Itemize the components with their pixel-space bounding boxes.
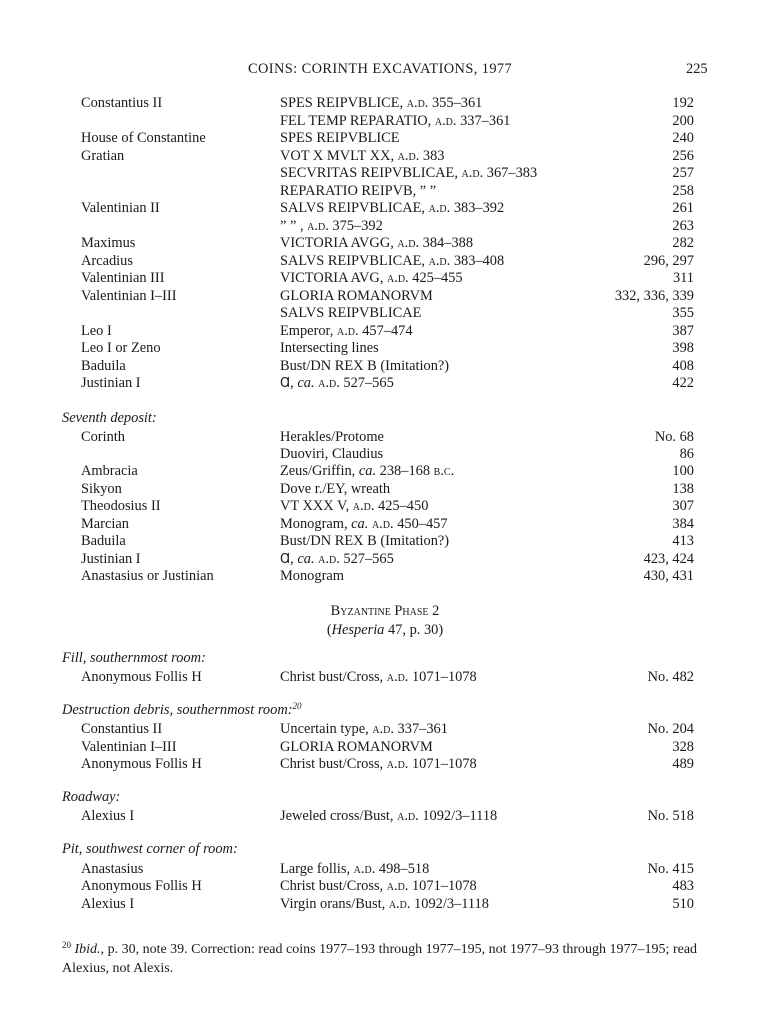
ruler-cell: Justinian I xyxy=(81,375,141,391)
ruler-cell: Anastasius or Justinian xyxy=(81,568,214,584)
ruler-cell: Leo I or Zeno xyxy=(81,340,161,356)
catalogue-number-cell: 328 xyxy=(672,739,694,755)
coin-type-cell: VOT X MVLT XX, a.d. 383 xyxy=(280,148,445,164)
table-row xyxy=(0,253,770,271)
ruler-cell: Anastasius xyxy=(81,861,144,877)
section-heading-pit: Pit, southwest corner of room: xyxy=(62,841,238,857)
table-row xyxy=(0,429,770,447)
catalogue-number-cell: 311 xyxy=(672,270,694,286)
coin-type-cell: GLORIA ROMANORVM xyxy=(280,288,433,304)
catalogue-number-cell: 483 xyxy=(672,878,694,894)
catalogue-number-cell: 332, 336, 339 xyxy=(614,288,694,304)
coin-type-cell: VT XXX V, a.d. 425–450 xyxy=(280,498,429,514)
ruler-cell: Sikyon xyxy=(81,481,122,497)
table-row xyxy=(0,463,770,481)
coin-type-cell: SALVS REIPVBLICAE, a.d. 383–392 xyxy=(280,200,505,216)
table-row xyxy=(0,130,770,148)
coin-type-cell: VICTORIA AVG, a.d. 425–455 xyxy=(280,270,463,286)
section-heading-roadway: Roadway: xyxy=(62,789,121,805)
ruler-cell: Anonymous Follis H xyxy=(81,878,202,894)
ruler-cell: Justinian I xyxy=(81,551,141,567)
coin-type-cell: Christ bust/Cross, a.d. 1071–1078 xyxy=(280,878,477,894)
section-heading-seventh: Seventh deposit: xyxy=(62,410,157,426)
ruler-cell: Alexius I xyxy=(81,896,135,912)
section-heading-destruction xyxy=(62,701,302,719)
table-row xyxy=(0,739,770,757)
ruler-cell: Valentinian III xyxy=(81,270,165,286)
ruler-cell: Maximus xyxy=(81,235,136,251)
coin-type-cell: Jeweled cross/Bust, a.d. 1092/3–1118 xyxy=(280,808,498,824)
table-row xyxy=(0,148,770,166)
ruler-cell: Gratian xyxy=(81,148,125,164)
coin-type-cell: FEL TEMP REPARATIO, a.d. 337–361 xyxy=(280,113,511,129)
footnote-ref: 20 xyxy=(292,701,302,711)
footnote xyxy=(62,936,712,978)
catalogue-number-cell: 256 xyxy=(672,148,694,164)
coin-type-cell: Duoviri, Claudius xyxy=(280,446,384,462)
coin-type-cell: Dove r./EY, wreath xyxy=(280,481,391,497)
table-row xyxy=(0,516,770,534)
footnote-marker: 20 xyxy=(62,940,71,950)
table-row xyxy=(0,358,770,376)
table-row xyxy=(0,669,770,687)
table-row xyxy=(0,165,770,183)
table-row xyxy=(0,323,770,341)
ruler-cell: Constantius II xyxy=(81,721,163,737)
coin-type-cell: ” ” , a.d. 375–392 xyxy=(280,218,383,234)
ruler-cell: Baduila xyxy=(81,358,126,374)
ruler-cell: Alexius I xyxy=(81,808,135,824)
coin-type-cell: Monogram, ca. a.d. 450–457 xyxy=(280,516,448,532)
table-row xyxy=(0,551,770,569)
catalogue-number-cell: No. 204 xyxy=(647,721,694,737)
catalogue-number-cell: 489 xyxy=(672,756,694,772)
ruler-cell: Marcian xyxy=(81,516,129,532)
table-row xyxy=(0,896,770,914)
coin-type-cell: Large follis, a.d. 498–518 xyxy=(280,861,430,877)
table-row xyxy=(0,808,770,826)
ruler-cell: Ambracia xyxy=(81,463,138,479)
coin-type-cell: Bust/DN REX B (Imitation?) xyxy=(280,533,450,549)
ruler-cell: Arcadius xyxy=(81,253,133,269)
table-row xyxy=(0,95,770,113)
ruler-cell: Constantius II xyxy=(81,95,163,111)
catalogue-number-cell: 200 xyxy=(672,113,694,129)
table-row xyxy=(0,340,770,358)
table-row xyxy=(0,375,770,393)
table-row xyxy=(0,481,770,499)
catalogue-number-cell: 296, 297 xyxy=(643,253,694,269)
table-row xyxy=(0,200,770,218)
table-row xyxy=(0,305,770,323)
catalogue-number-cell: 261 xyxy=(672,200,694,216)
ruler-cell: Valentinian II xyxy=(81,200,160,216)
coin-type-cell: SALVS REIPVBLICAE xyxy=(280,305,422,321)
page-number: 225 xyxy=(686,61,708,77)
table-row xyxy=(0,533,770,551)
catalogue-number-cell: 100 xyxy=(672,463,694,479)
ruler-cell: Leo I xyxy=(81,323,112,339)
ruler-cell: Anonymous Follis H xyxy=(81,669,202,685)
coin-type-cell: Ɑ, ca. a.d. 527–565 xyxy=(280,375,394,391)
table-row xyxy=(0,498,770,516)
catalogue-number-cell: 413 xyxy=(672,533,694,549)
coin-type-cell: Emperor, a.d. 457–474 xyxy=(280,323,413,339)
ruler-cell: Baduila xyxy=(81,533,126,549)
catalogue-number-cell: 257 xyxy=(672,165,694,181)
coin-type-cell: Ɑ, ca. a.d. 527–565 xyxy=(280,551,394,567)
coin-type-cell: Herakles/Protome xyxy=(280,429,384,445)
catalogue-number-cell: No. 415 xyxy=(647,861,694,877)
phase-reference: (Hesperia 47, p. 30) xyxy=(326,622,444,638)
running-title: COINS: CORINTH EXCAVATIONS, 1977 xyxy=(248,61,513,77)
ruler-cell: Valentinian I–III xyxy=(81,288,177,304)
table-row xyxy=(0,721,770,739)
section-heading-fill: Fill, southernmost room: xyxy=(62,650,206,666)
coin-type-cell: REPARATIO REIPVB, ” ” xyxy=(280,183,437,199)
running-header xyxy=(0,61,770,81)
catalogue-number-cell: 240 xyxy=(672,130,694,146)
coin-type-cell: Virgin orans/Bust, a.d. 1092/3–1118 xyxy=(280,896,489,912)
table-row xyxy=(0,288,770,306)
catalogue-number-cell: 355 xyxy=(672,305,694,321)
table-row xyxy=(0,878,770,896)
catalogue-number-cell: 258 xyxy=(672,183,694,199)
table-row xyxy=(0,183,770,201)
catalogue-number-cell: 423, 424 xyxy=(643,551,694,567)
table-row xyxy=(0,218,770,236)
table-row xyxy=(0,861,770,879)
table-row xyxy=(0,756,770,774)
catalogue-number-cell: 387 xyxy=(672,323,694,339)
catalogue-number-cell: 263 xyxy=(672,218,694,234)
catalogue-number-cell: 192 xyxy=(672,95,694,111)
catalogue-number-cell: 422 xyxy=(672,375,694,391)
ruler-cell: Anonymous Follis H xyxy=(81,756,202,772)
ruler-cell: Theodosius II xyxy=(81,498,161,514)
coin-type-cell: SPES REIPVBLICE, a.d. 355–361 xyxy=(280,95,483,111)
catalogue-number-cell: No. 68 xyxy=(654,429,694,445)
catalogue-number-cell: 138 xyxy=(672,481,694,497)
table-row xyxy=(0,113,770,131)
catalogue-number-cell: 398 xyxy=(672,340,694,356)
catalogue-number-cell: 384 xyxy=(672,516,694,532)
coin-type-cell: VICTORIA AVGG, a.d. 384–388 xyxy=(280,235,474,251)
coin-type-cell: SALVS REIPVBLICAE, a.d. 383–408 xyxy=(280,253,505,269)
table-row xyxy=(0,270,770,288)
coin-type-cell: SECVRITAS REIPVBLICAE, a.d. 367–383 xyxy=(280,165,538,181)
coin-type-cell: Zeus/Griffin, ca. 238–168 b.c. xyxy=(280,463,455,479)
coin-type-cell: Bust/DN REX B (Imitation?) xyxy=(280,358,450,374)
catalogue-number-cell: 430, 431 xyxy=(643,568,694,584)
phase-title: Byzantine Phase 2 xyxy=(330,603,440,619)
table-row xyxy=(0,446,770,464)
table-row xyxy=(0,568,770,586)
destruction-heading-text: Destruction debris, southernmost room: xyxy=(62,702,293,718)
catalogue-number-cell: 86 xyxy=(679,446,694,462)
coin-type-cell: Monogram xyxy=(280,568,344,584)
footnote-text: Ibid., p. 30, note 39. Correction: read coins 1977–193 through 1977–195, not 1977–93 through 1977–195; read Alexius, not Alexis. xyxy=(62,942,698,976)
ruler-cell: House of Constantine xyxy=(81,130,206,146)
catalogue-number-cell: 282 xyxy=(672,235,694,251)
coin-type-cell: GLORIA ROMANORVM xyxy=(280,739,433,755)
coin-type-cell: Intersecting lines xyxy=(280,340,379,356)
coin-type-cell: Uncertain type, a.d. 337–361 xyxy=(280,721,448,737)
coin-type-cell: SPES REIPVBLICE xyxy=(280,130,400,146)
table-row xyxy=(0,235,770,253)
ruler-cell: Corinth xyxy=(81,429,125,445)
catalogue-number-cell: 307 xyxy=(672,498,694,514)
coin-type-cell: Christ bust/Cross, a.d. 1071–1078 xyxy=(280,669,477,685)
catalogue-number-cell: No. 518 xyxy=(647,808,694,824)
catalogue-number-cell: 510 xyxy=(672,896,694,912)
catalogue-number-cell: No. 482 xyxy=(647,669,694,685)
ruler-cell: Valentinian I–III xyxy=(81,739,177,755)
coin-type-cell: Christ bust/Cross, a.d. 1071–1078 xyxy=(280,756,477,772)
catalogue-number-cell: 408 xyxy=(672,358,694,374)
